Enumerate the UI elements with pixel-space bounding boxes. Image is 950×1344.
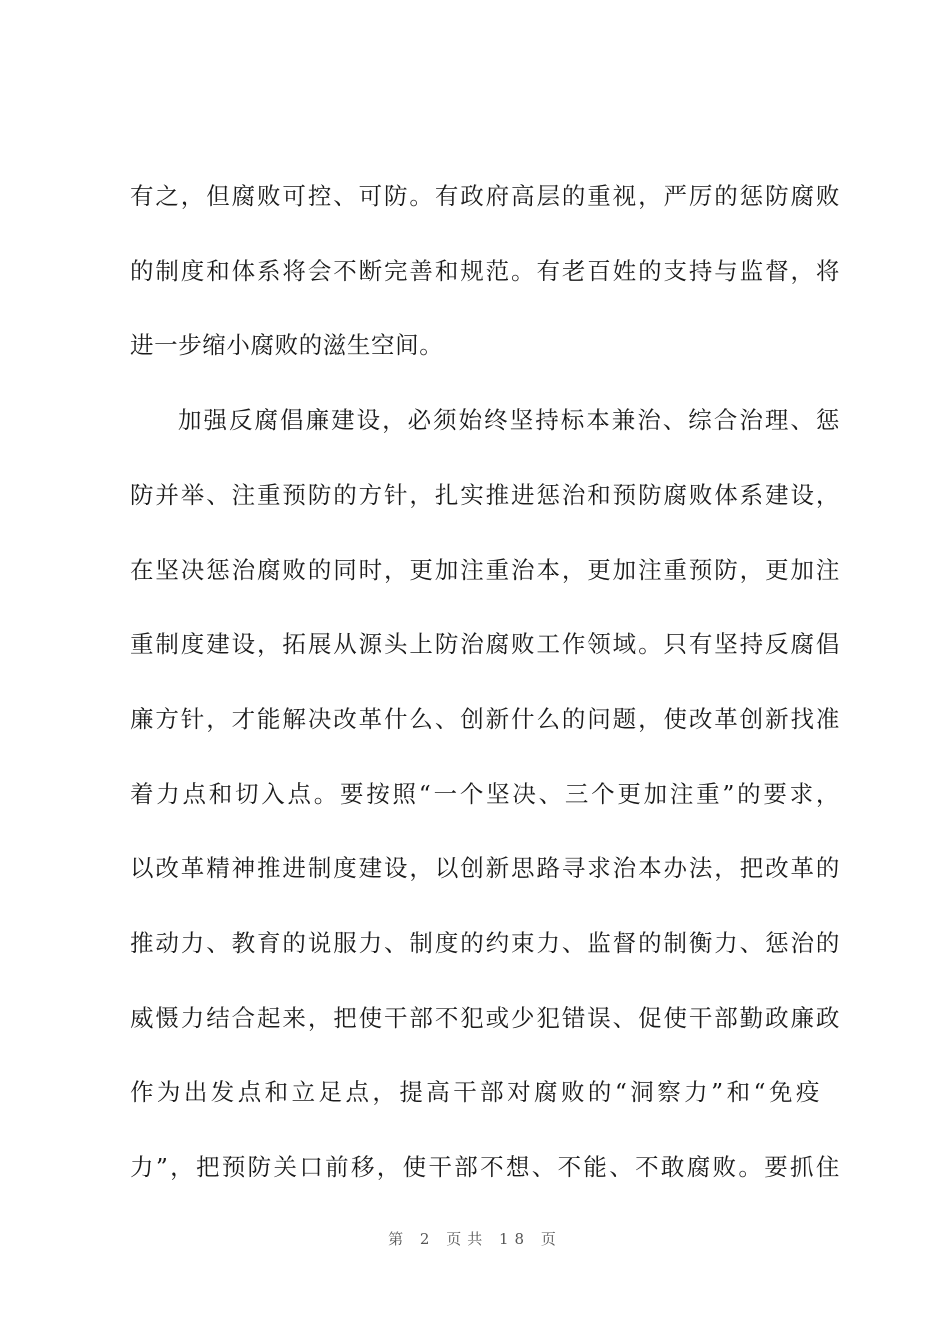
text-line: 防并举、注重预防的方针，扎实推进惩治和预防腐败体系建设， xyxy=(130,481,840,509)
text-line: 廉方针，才能解决改革什么、创新什么的问题，使改革创新找准 xyxy=(130,705,840,733)
text-line: 重制度建设，拓展从源头上防治腐败工作领域。只有坚持反腐倡 xyxy=(130,630,840,658)
text-line: 推动力、教育的说服力、制度的约束力、监督的制衡力、惩治的 xyxy=(130,929,840,957)
text-line: 力”，把预防关口前移，使干部不想、不能、不敢腐败。要抓住 xyxy=(130,1153,840,1181)
text-line: 着力点和切入点。要按照“一个坚决、三个更加注重”的要求， xyxy=(130,780,840,808)
page-number-footer: 第 2 页共 18 页 xyxy=(388,1230,562,1248)
text-line: 的制度和体系将会不断完善和规范。有老百姓的支持与监督，将 xyxy=(130,257,840,285)
text-line: 有之，但腐败可控、可防。有政府高层的重视，严厉的惩防腐败 xyxy=(130,182,840,210)
text-line: 威慑力结合起来，把使干部不犯或少犯错误、促使干部勤政廉政 xyxy=(130,1004,840,1032)
text-line: 以改革精神推进制度建设，以创新思路寻求治本办法，把改革的 xyxy=(130,854,840,882)
paragraph-first-line: 加强反腐倡廉建设，必须始终坚持标本兼治、综合治理、惩 xyxy=(178,406,840,434)
text-line: 作为出发点和立足点，提高干部对腐败的“洞察力”和“免疫 xyxy=(130,1078,820,1106)
text-line: 进一步缩小腐败的滋生空间。 xyxy=(130,331,444,359)
text-line: 在坚决惩治腐败的同时，更加注重治本，更加注重预防，更加注 xyxy=(130,556,840,584)
